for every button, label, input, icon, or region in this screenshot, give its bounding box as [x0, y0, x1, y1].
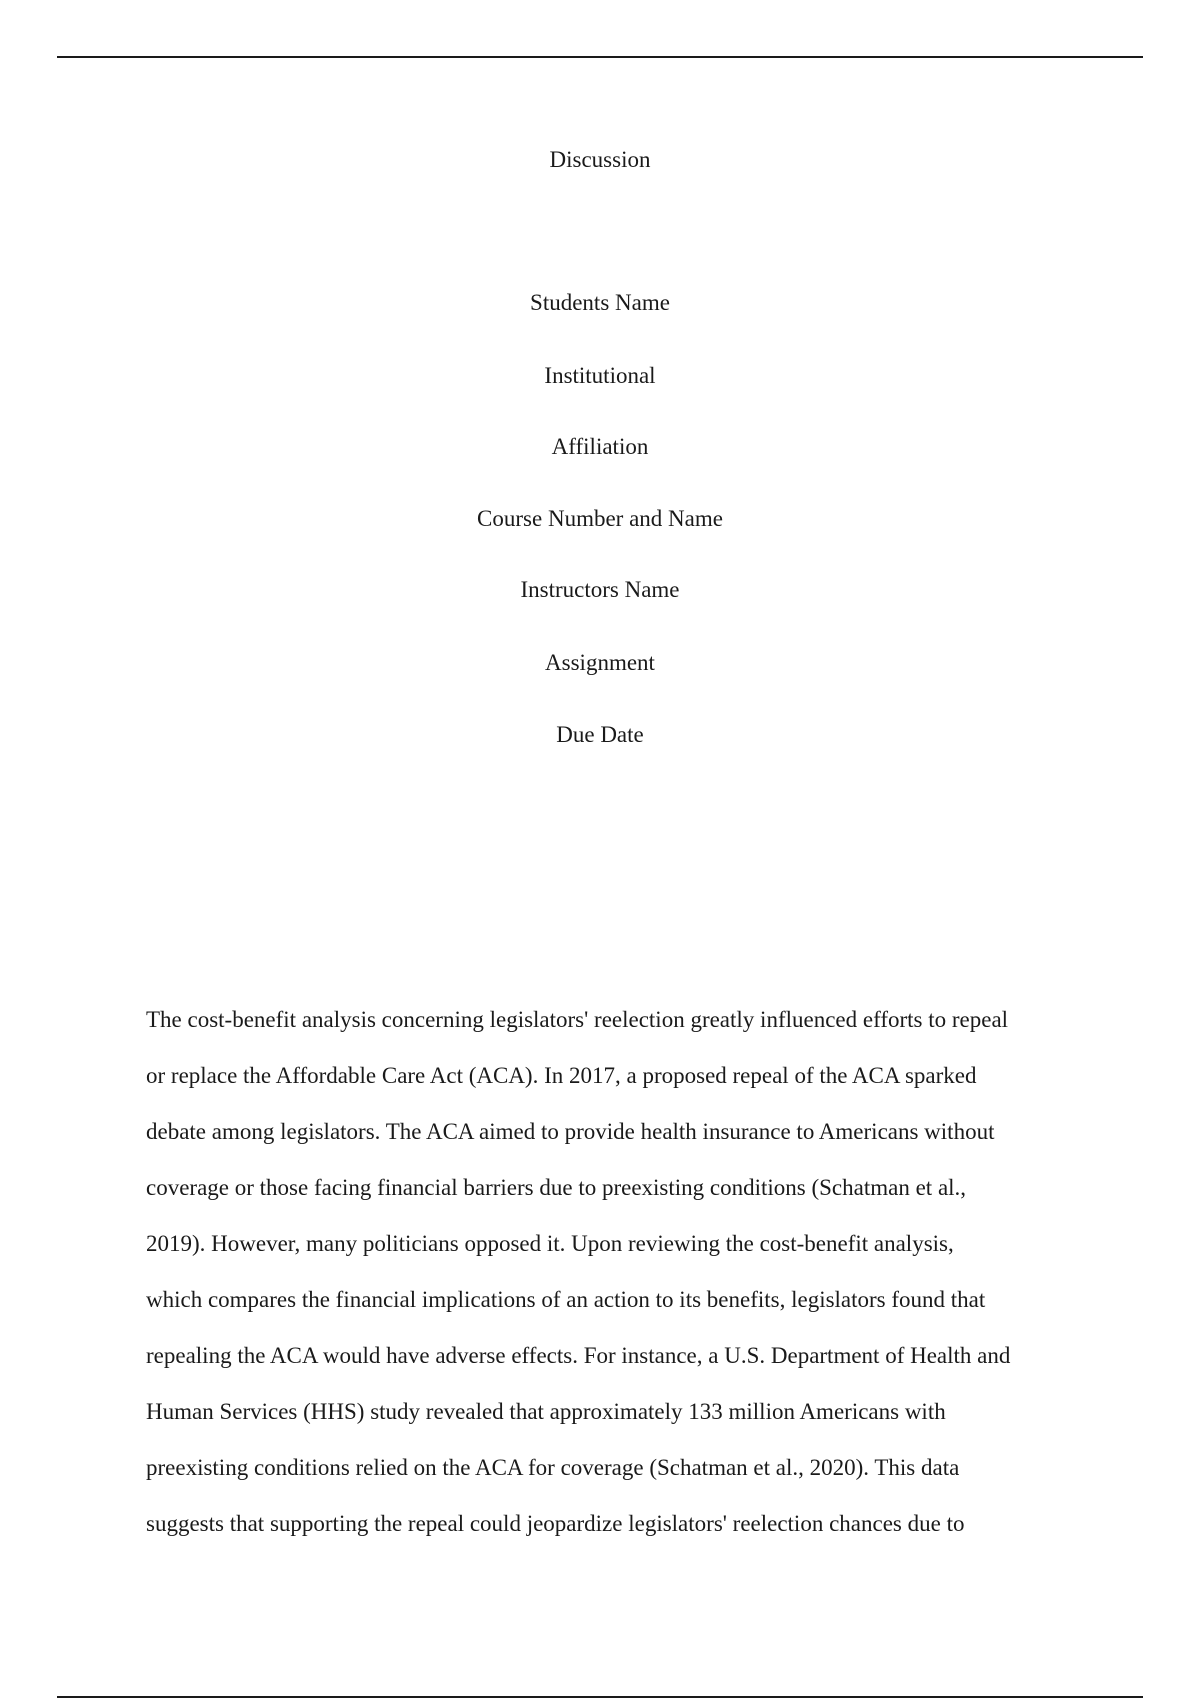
body-line: coverage or those facing financial barriers due to preexisting conditions (Schatman et al., — [146, 1175, 967, 1200]
body-line: suggests that supporting the repeal could jeopardize legislators' reelection chances due to — [146, 1511, 965, 1536]
body-line: preexisting conditions relied on the ACA for coverage (Schatman et al., 2020). This data — [146, 1455, 960, 1480]
page-bottom-rule — [57, 1696, 1143, 1698]
body-line: or replace the Affordable Care Act (ACA). In 2017, a proposed repeal of the ACA sparked — [146, 1063, 977, 1088]
institution-line-2: Affiliation — [551, 434, 649, 459]
body-line: which compares the financial implications of an action to its benefits, legislators found that — [146, 1287, 986, 1312]
body-line: debate among legislators. The ACA aimed to provide health insurance to Americans without — [146, 1119, 995, 1144]
paper-title: Discussion — [549, 147, 651, 172]
body-line: repealing the ACA would have adverse effects. For instance, a U.S. Department of Health and — [146, 1343, 1011, 1368]
student-name: Students Name — [530, 290, 670, 315]
body-line: Human Services (HHS) study revealed that approximately 133 million Americans with — [146, 1399, 946, 1424]
body-line: The cost-benefit analysis concerning legislators' reelection greatly influenced efforts to repeal — [146, 1007, 1009, 1032]
body-line: 2019). However, many politicians opposed it. Upon reviewing the cost-benefit analysis, — [146, 1231, 954, 1256]
due-date: Due Date — [556, 722, 644, 747]
body-paragraph — [146, 1005, 1086, 1565]
instructor-name: Instructors Name — [520, 577, 680, 602]
course-name: Course Number and Name — [477, 506, 723, 531]
page-top-rule — [57, 56, 1143, 58]
assignment-label: Assignment — [545, 650, 655, 675]
institution-line-1: Institutional — [544, 363, 656, 388]
